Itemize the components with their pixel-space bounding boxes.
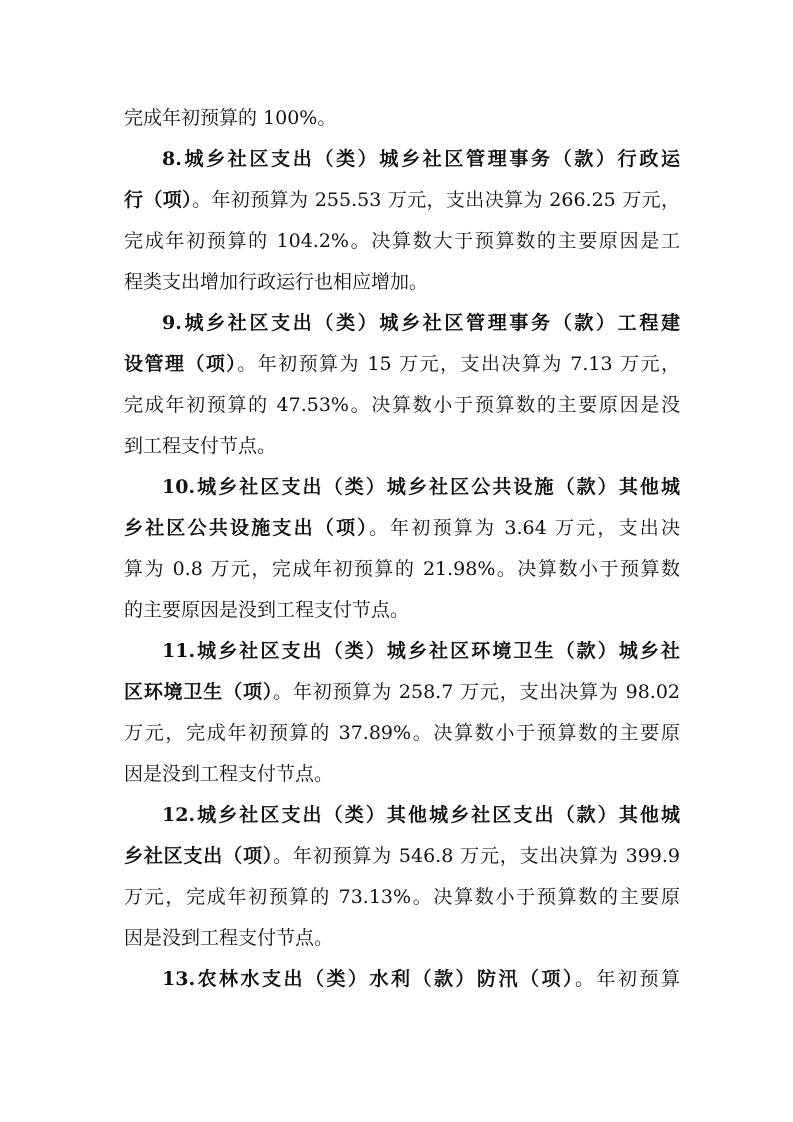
bold-heading-text: 行（项）: [124, 189, 193, 211]
text-line: [124, 344, 680, 385]
text-line: [124, 631, 680, 672]
bold-heading-text: 10.城乡社区支出（类）城乡社区公共设施（款）其他城: [162, 476, 680, 498]
text-line: [124, 590, 680, 631]
body-text-run: 的主要原因是没到工程支付节点。: [124, 599, 410, 621]
body-text-run: 。年初预算为 546.8 万元，支出决算为 399.9: [273, 845, 680, 867]
text-line: [124, 959, 680, 1000]
body-text-run: 。年初预算为 258.7 万元，支出决算为 98.02: [273, 681, 680, 703]
bold-heading-text: 区环境卫生（项）: [124, 681, 274, 703]
body-text-run: 算为 0.8 万元，完成年初预算的 21.98%。决算数小于预算数: [124, 558, 680, 580]
text-line: [124, 262, 680, 303]
body-text-run: 因是没到工程支付节点。: [124, 763, 334, 785]
body-text-run: 。年初预算为 3.64 万元，支出决: [368, 517, 680, 539]
text-line: [124, 221, 680, 262]
text-line: [124, 795, 680, 836]
body-text-run: 因是没到工程支付节点。: [124, 927, 334, 949]
body-text-run: 。年初预算为 255.53 万元，支出决算为 266.25 万元，: [192, 189, 680, 211]
body-text: [124, 98, 680, 1000]
body-text-run: 完成年初预算的 104.2%。决算数大于预算数的主要原因是工: [124, 230, 680, 252]
body-text-run: 完成年初预算的 47.53%。决算数小于预算数的主要原因是没: [124, 394, 680, 416]
text-line: [124, 180, 680, 221]
text-line: [124, 139, 680, 180]
bold-heading-text: 设管理（项）: [124, 353, 238, 375]
bold-heading-text: 8.城乡社区支出（类）城乡社区管理事务（款）行政运: [162, 148, 680, 170]
body-text-run: 到工程支付节点。: [124, 435, 277, 457]
text-line: [124, 385, 680, 426]
text-line: [124, 918, 680, 959]
body-text-run: 完成年初预算的 100%。: [124, 107, 337, 129]
text-line: [124, 754, 680, 795]
text-line: [124, 98, 680, 139]
text-line: [124, 467, 680, 508]
text-line: [124, 549, 680, 590]
bold-heading-text: 乡社区支出（项）: [124, 845, 274, 867]
body-text-run: 万元，完成年初预算的 73.13%。决算数小于预算数的主要原: [124, 886, 680, 908]
body-text-run: 程类支出增加行政运行也相应增加。: [124, 271, 429, 293]
text-line: [124, 877, 680, 918]
body-text-run: 。年初预算: [575, 968, 680, 990]
text-line: [124, 713, 680, 754]
text-line: [124, 672, 680, 713]
bold-heading-text: 13.农林水支出（类）水利（款）防汛（项）: [162, 968, 575, 990]
body-text-run: 。年初预算为 15 万元，支出决算为 7.13 万元，: [237, 353, 680, 375]
text-line: [124, 836, 680, 877]
text-line: [124, 508, 680, 549]
body-text-run: 万元，完成年初预算的 37.89%。决算数小于预算数的主要原: [124, 722, 680, 744]
text-line: [124, 426, 680, 467]
bold-heading-text: 11.城乡社区支出（类）城乡社区环境卫生（款）城乡社: [162, 640, 680, 662]
bold-heading-text: 9.城乡社区支出（类）城乡社区管理事务（款）工程建: [162, 312, 680, 334]
bold-heading-text: 12.城乡社区支出（类）其他城乡社区支出（款）其他城: [162, 804, 680, 826]
text-line: [124, 303, 680, 344]
bold-heading-text: 乡社区公共设施支出（项）: [124, 517, 369, 539]
